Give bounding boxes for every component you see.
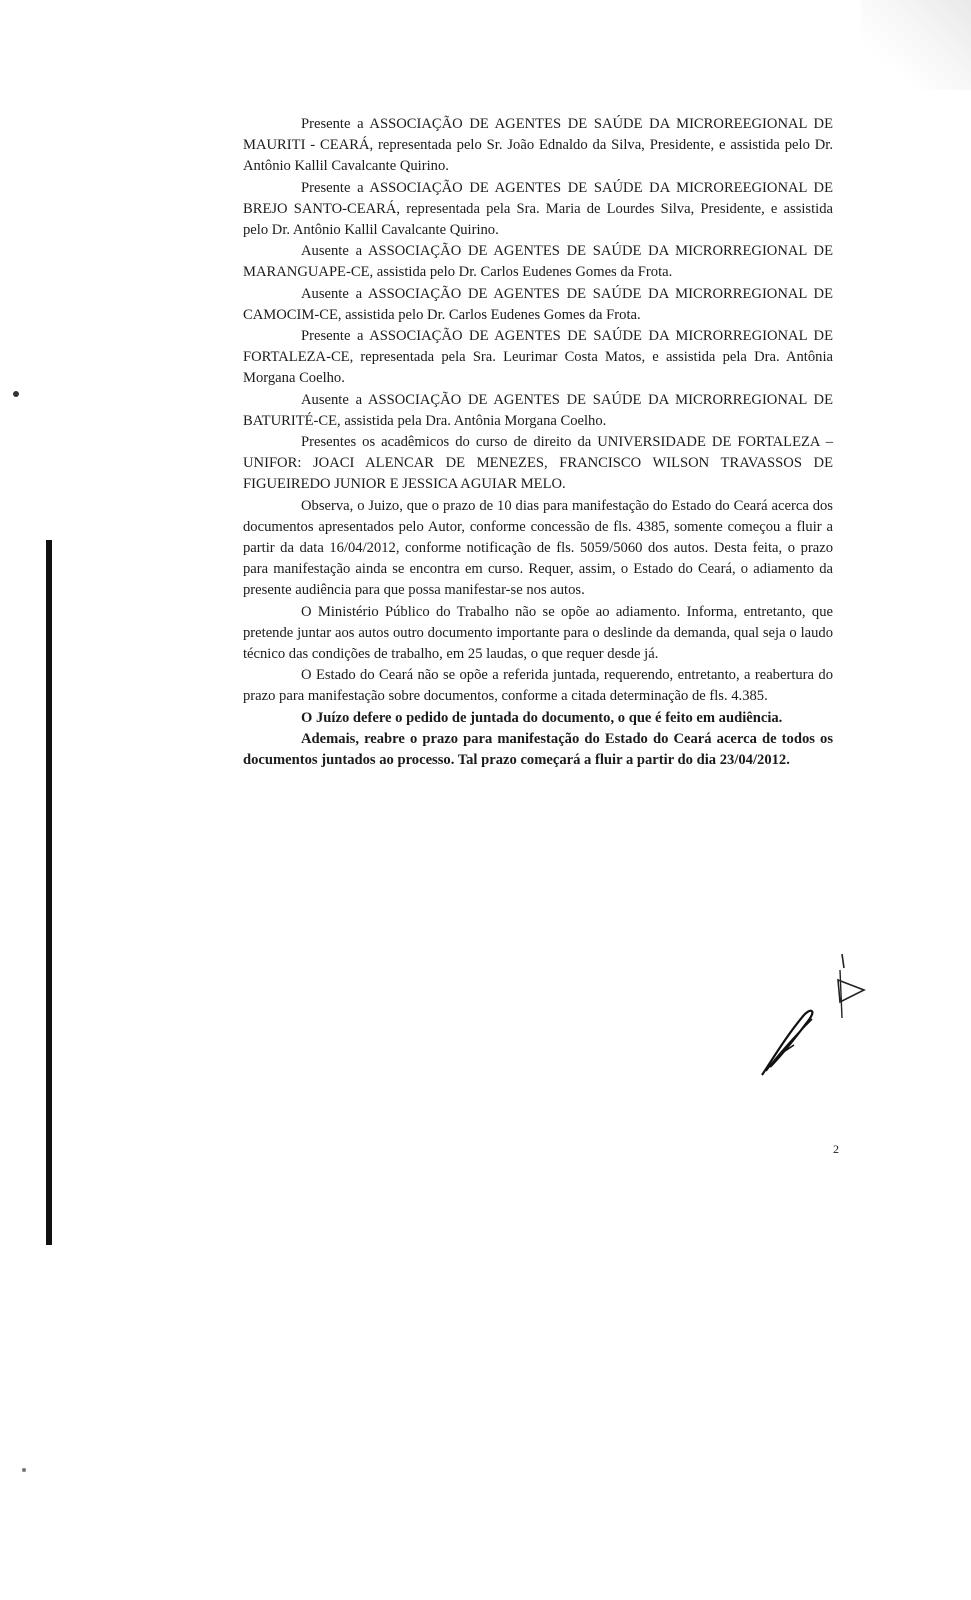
margin-initial-mark (836, 950, 872, 1020)
page-number: 2 (833, 1142, 839, 1156)
paragraph-reabre-prazo: Ademais, reabre o prazo para manifestação do Estado do Ceará acerca de todos os documentos juntados ao processo. Tal prazo começará a fluir a partir do dia 23/04/2012. (243, 730, 833, 769)
paragraph-ministerio-publico: O Ministério Público do Trabalho não se opõe ao adiamento. Informa, entretanto, que pretende juntar aos autos outro documento importante para o deslinde da demanda, qual seja o laudo técnico das condições de trabalho, em 25 laudas, o que requer desde já. (243, 603, 833, 663)
paragraph-fortaleza: Presente a ASSOCIAÇÃO DE AGENTES DE SAÚDE DA MICRORREGIONAL DE FORTALEZA-CE, representada pela Sra. Leurimar Costa Matos, e assistida pela Dra. Antônia Morgana Coelho. (243, 328, 833, 387)
scan-corner-shadow (861, 0, 971, 90)
paragraph-academicos: Presentes os acadêmicos do curso de direito da UNIVERSIDADE DE FORTALEZA – UNIFOR: JOACI ALENCAR DE MENEZES, FRANCISCO WILSON TRAVASSOS DE FIGUEIREDO JUNIOR E JESSICA AGUIAR MELO. (243, 434, 833, 493)
paragraph-baturite: Ausente a ASSOCIAÇÃO DE AGENTES DE SAÚDE DA MICRORREGIONAL DE BATURITÉ-CE, assistida pela Dra. Antônia Morgana Coelho. (243, 391, 833, 429)
paragraph-estado-ceara: O Estado do Ceará não se opõe a referida juntada, requerendo, entretanto, a reabertura do prazo para manifestação sobre documentos, conforme a citada determinação de fls. 4.385. (243, 667, 833, 705)
handwritten-signature (752, 1005, 822, 1080)
document-body (243, 114, 833, 771)
scan-speck (13, 391, 19, 397)
paragraph-juizo-defere: O Juízo defere o pedido de juntada do documento, o que é feito em audiência. (301, 709, 783, 726)
paragraph-camocim: Ausente a ASSOCIAÇÃO DE AGENTES DE SAÚDE DA MICRORREGIONAL DE CAMOCIM-CE, assistida pelo Dr. Carlos Eudenes Gomes da Frota. (243, 285, 833, 323)
scan-left-edge-bar (46, 540, 52, 1245)
paragraph-mauriti: Presente a ASSOCIAÇÃO DE AGENTES DE SAÚDE DA MICROREEGIONAL DE MAURITI - CEARÁ, representada pelo Sr. João Ednaldo da Silva, Presidente, e assistida pelo Dr. Antônio Kallil Cavalcante Quirino. (243, 116, 833, 175)
scan-speck (22, 1468, 26, 1472)
paragraph-brejo-santo: Presente a ASSOCIAÇÃO DE AGENTES DE SAÚDE DA MICROREEGIONAL DE BREJO SANTO-CEARÁ, representada pela Sra. Maria de Lourdes Silva, Presidente, e assistida pelo Dr. Antônio Kallil Cavalcante Quirino. (243, 179, 833, 239)
paragraph-maranguape: Ausente a ASSOCIAÇÃO DE AGENTES DE SAÚDE DA MICRORREGIONAL DE MARANGUAPE-CE, assistida pelo Dr. Carlos Eudenes Gomes da Frota. (243, 243, 833, 281)
paragraph-observa-juizo: Observa, o Juizo, que o prazo de 10 dias para manifestação do Estado do Ceará acerca dos documentos apresentados pelo Autor, conforme concessão de fls. 4385, somente começou a fluir a partir da data 16/04/2012, conforme notificação de fls. 5059/5060 dos autos. Desta feita, o prazo para manifestação ainda se encontra em curso. Requer, assim, o Estado do Ceará, o adiamento da presente audiência para que possa manifestar-se nos autos. (243, 497, 833, 599)
